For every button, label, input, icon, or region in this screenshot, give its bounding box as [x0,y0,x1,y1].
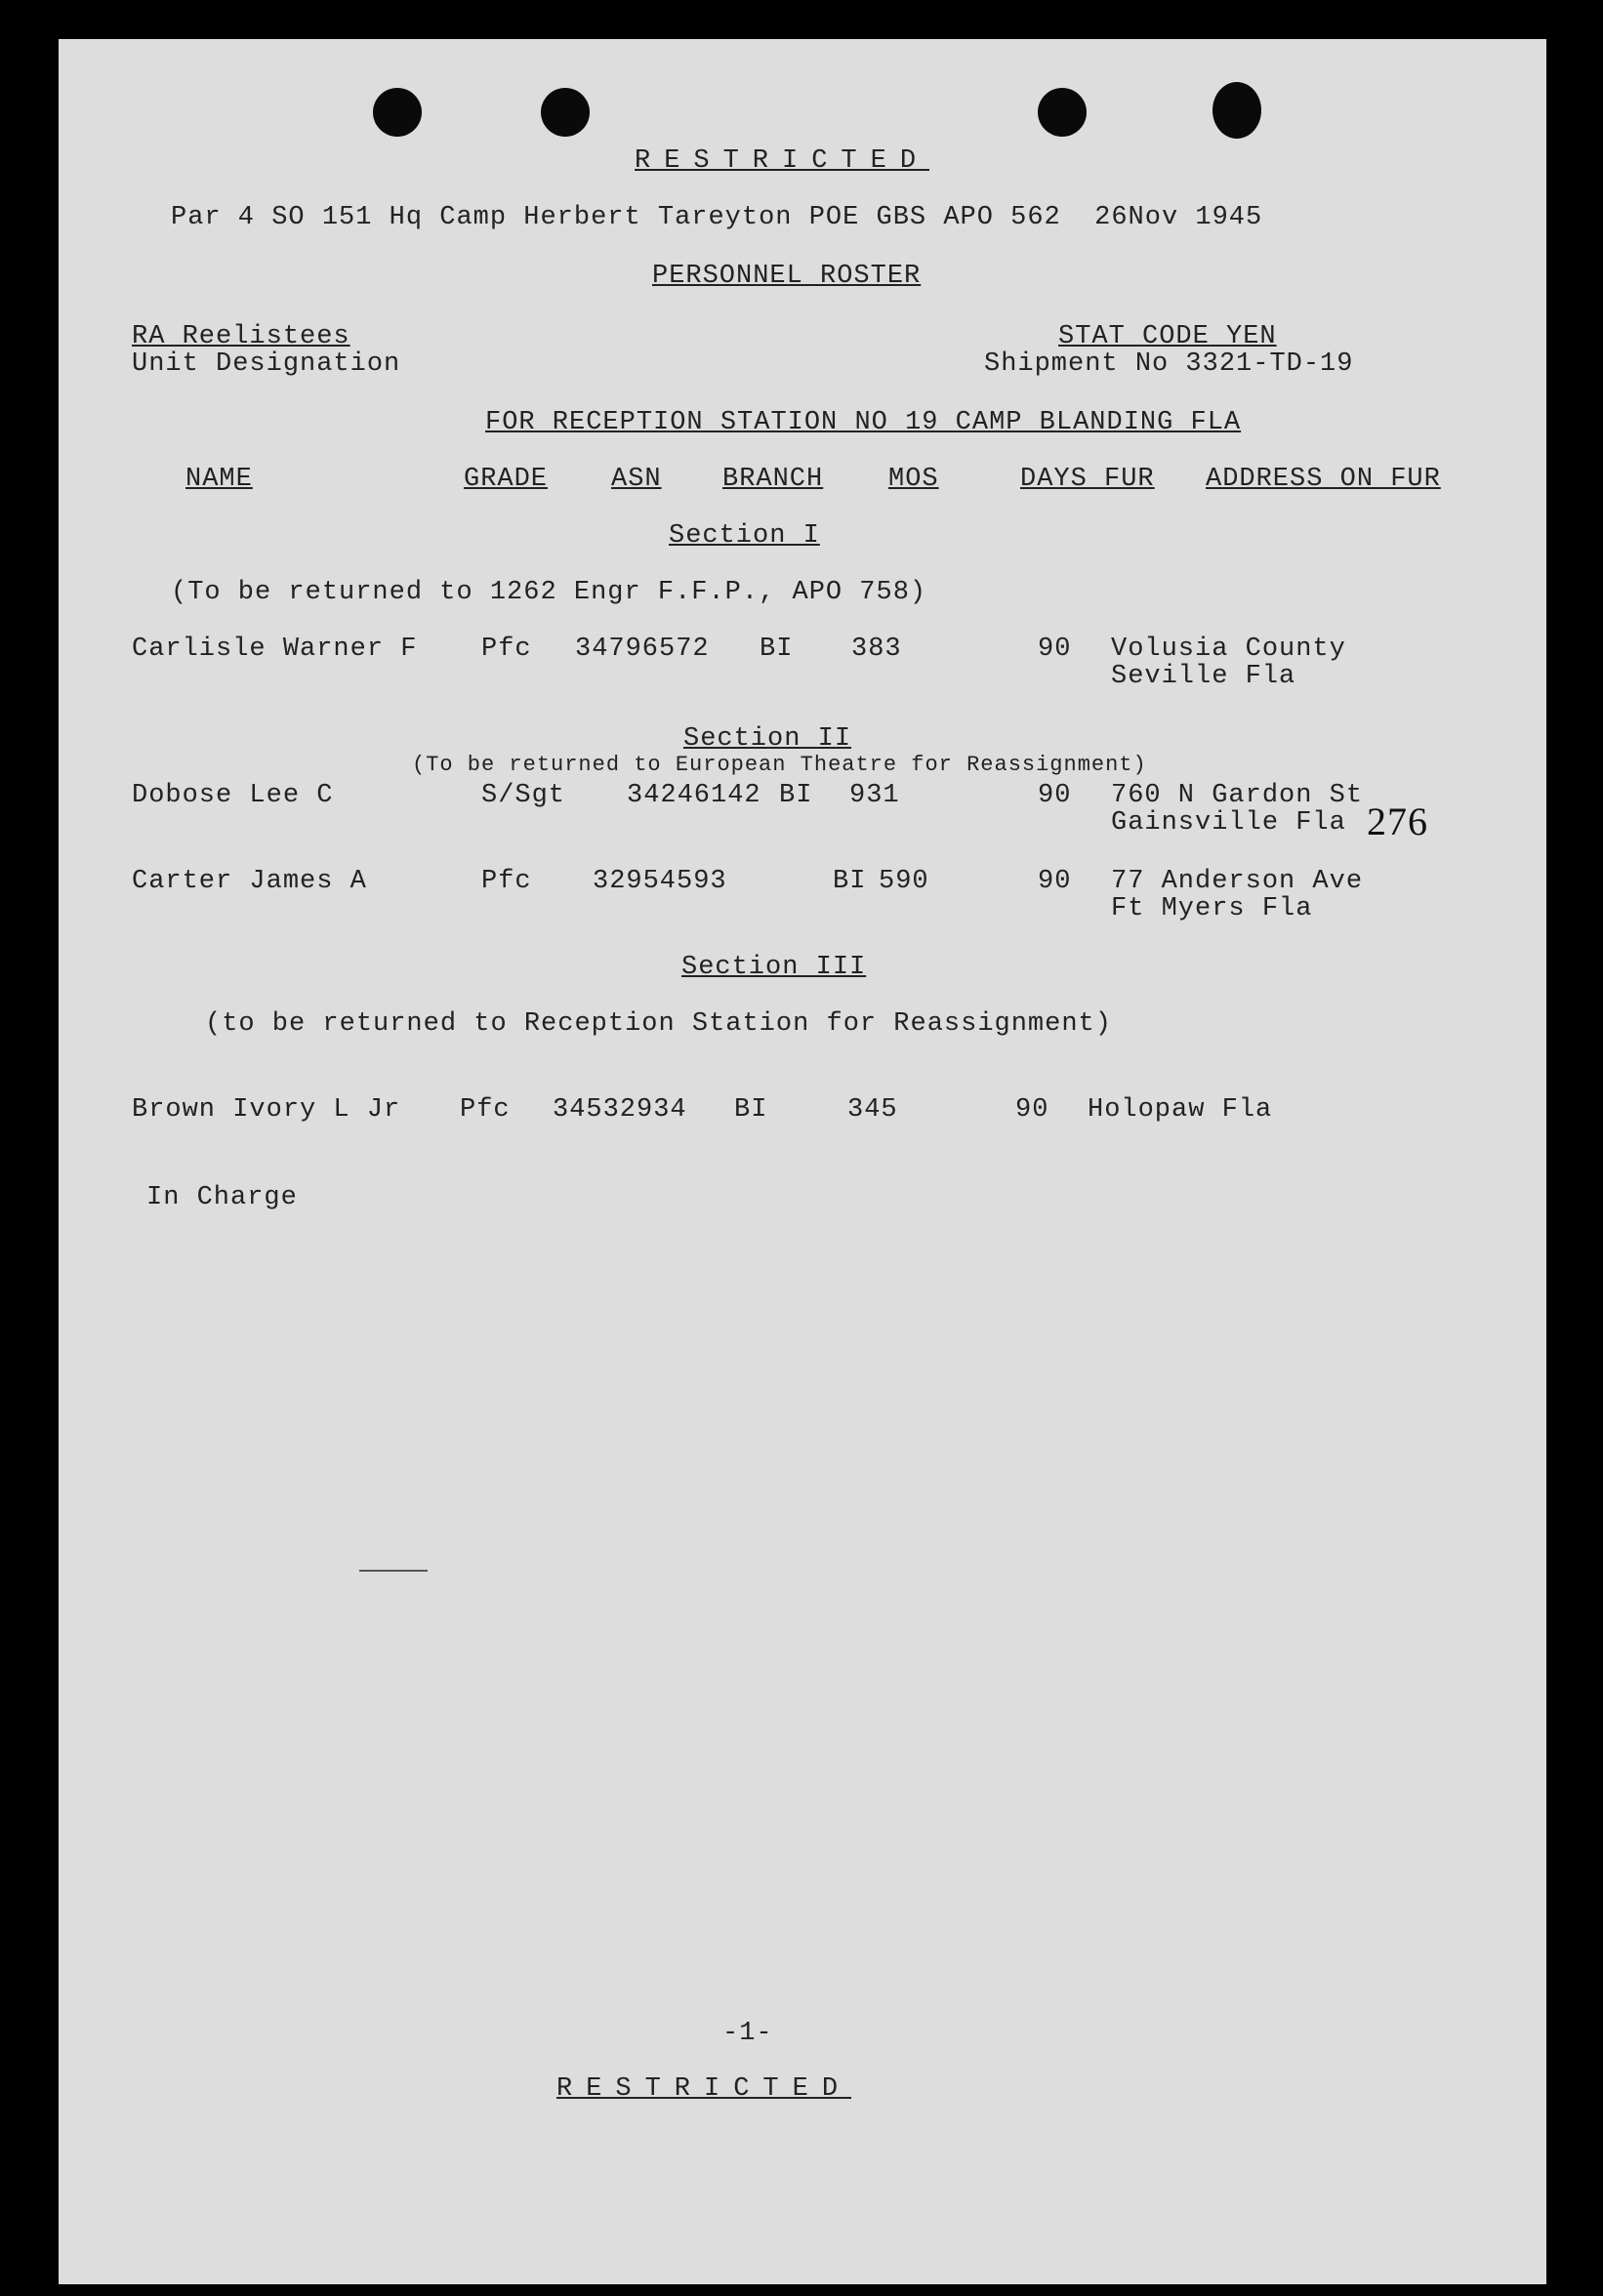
section-note: (to be returned to Reception Station for Reassignment) [205,1009,1112,1039]
row-branch: BI [734,1095,768,1125]
row-days: 90 [1038,635,1072,664]
row-branch: BI [779,781,813,810]
unit-name: RA Reelistees [132,322,350,351]
order-line: Par 4 SO 151 Hq Camp Herbert Tareyton POE GBS APO 562 26Nov 1945 [171,203,1263,232]
row-days: 90 [1038,867,1072,896]
section-note: (To be returned to European Theatre for Reassignment) [412,753,1147,777]
col-asn: ASN [611,465,662,494]
stat-code: STAT CODE YEN [1058,322,1277,351]
row-mos: 931 [849,781,900,810]
row-address-line1: Volusia County [1111,635,1346,664]
row-mos: 590 [879,867,929,896]
row-address-line2: Gainsville Fla [1111,808,1346,838]
row-days: 90 [1015,1095,1049,1125]
col-days-fur: DAYS FUR [1020,465,1155,494]
destination-line: FOR RECEPTION STATION NO 19 CAMP BLANDING FLA [485,408,1242,437]
row-branch: BI [833,867,867,896]
row-days: 90 [1038,781,1072,810]
col-mos: MOS [888,465,939,494]
punch-hole [1213,82,1261,139]
col-grade: GRADE [464,465,549,494]
row-branch: BI [760,635,794,664]
punch-hole [1038,88,1087,137]
in-charge-label: In Charge [146,1183,298,1212]
row-asn: 32954593 [593,867,727,896]
document-page [59,39,1546,2284]
row-mos: 345 [847,1095,898,1125]
row-grade: S/Sgt [481,781,566,810]
page-number: -1- [722,2019,773,2048]
section-note: (To be returned to 1262 Engr F.F.P., APO 758) [171,578,927,607]
col-address-on-fur: ADDRESS ON FUR [1206,465,1441,494]
section-title: Section II [683,724,852,754]
col-name: NAME [185,465,253,494]
row-address-line2: Ft Myers Fla [1111,894,1313,923]
row-grade: Pfc [460,1095,511,1125]
row-address-line1: 77 Anderson Ave [1111,867,1364,896]
punch-hole [541,88,590,137]
shipment-number: Shipment No 3321-TD-19 [984,349,1354,379]
classification-top: RESTRICTED [635,146,930,176]
row-asn: 34532934 [553,1095,687,1125]
section-title: Section I [669,521,820,551]
punch-hole [373,88,422,137]
row-asn: 34796572 [575,635,710,664]
row-name: Carlisle Warner F [132,635,418,664]
row-name: Brown Ivory L Jr [132,1095,401,1125]
row-grade: Pfc [481,635,532,664]
row-address-line2: Seville Fla [1111,662,1296,691]
row-mos: 383 [851,635,902,664]
row-name: Dobose Lee C [132,781,334,810]
row-name: Carter James A [132,867,367,896]
classification-bottom: RESTRICTED [556,2074,852,2104]
row-address-line1: 760 N Gardon St [1111,781,1364,810]
unit-label: Unit Designation [132,349,401,379]
row-grade: Pfc [481,867,532,896]
section-title: Section III [681,953,867,982]
row-address-line1: Holopaw Fla [1088,1095,1273,1125]
handwritten-number: 276 [1367,800,1428,843]
roster-title: PERSONNEL ROSTER [652,262,922,291]
row-asn: 34246142 [627,781,761,810]
stray-mark [359,1570,428,1572]
col-branch: BRANCH [722,465,824,494]
